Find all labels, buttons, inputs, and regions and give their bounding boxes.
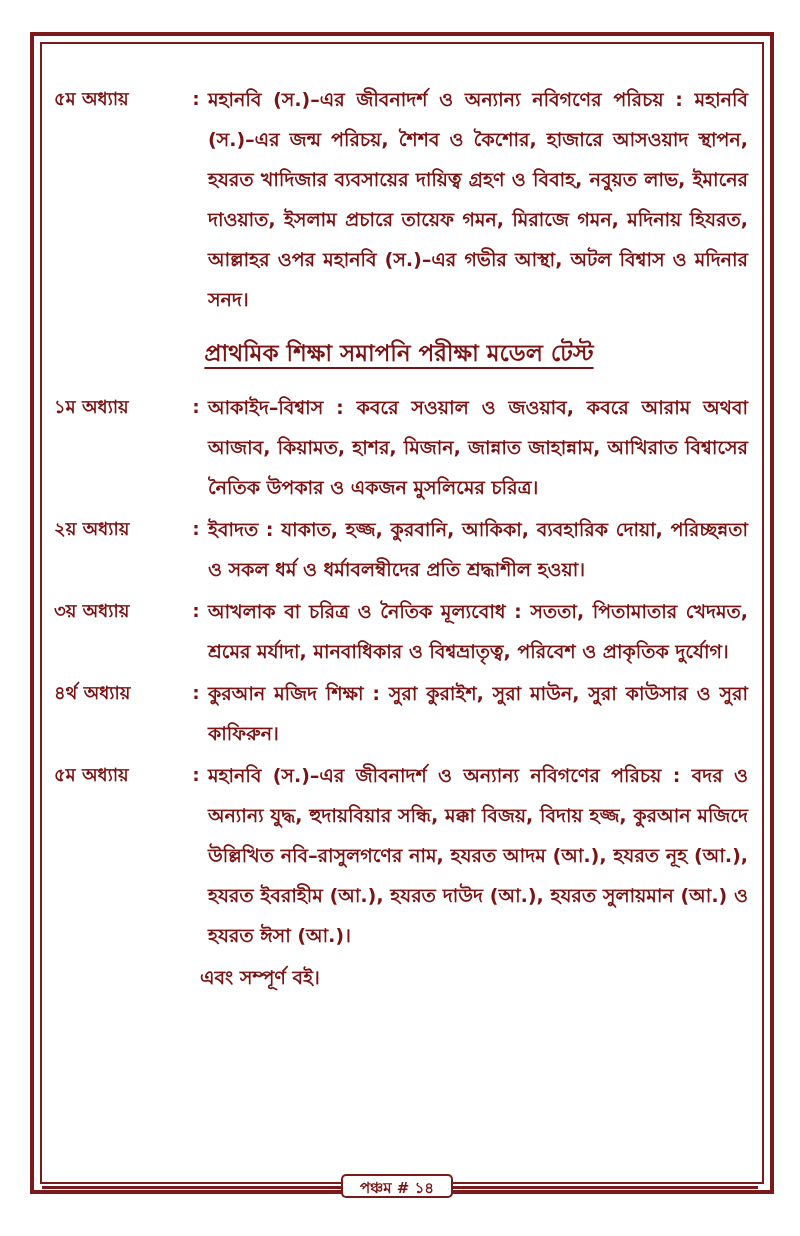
chapter-label: ২য় অধ্যায় bbox=[54, 519, 130, 540]
section-row bbox=[46, 80, 752, 320]
extra-line: এবং সম্পূর্ণ বই। bbox=[200, 967, 320, 989]
chapter-label: ৫ম অধ্যায় bbox=[54, 765, 129, 786]
chapter-text: কুরআন মজিদ শিক্ষা : সুরা কুরাইশ, সুরা মাউন, সুরা কাউসার ও সুরা কাফিরুন। bbox=[208, 683, 748, 745]
section-row bbox=[46, 674, 752, 754]
colon-separator: : bbox=[192, 89, 200, 110]
chapter-text: আকাইদ–বিশ্বাস : কবরে সওয়াল ও জওয়াব, কবরে আরাম অথবা আজাব, কিয়ামত, হাশর, মিজান, জান্নাত জাহান্নাম, আখিরাত বিশ্বাসের নৈতিক উপকার ও একজন মুসলিমের চরিত্র। bbox=[208, 397, 748, 499]
colon-separator: : bbox=[192, 519, 200, 540]
section-row bbox=[46, 510, 752, 590]
section-row bbox=[46, 388, 752, 508]
colon-separator: : bbox=[192, 683, 200, 704]
chapter-text: ইবাদত : যাকাত, হজ্জ, কুরবানি, আকিকা, ব্যবহারিক দোয়া, পরিচ্ছন্নতা ও সকল ধর্ম ও ধর্মাবলম্বীদের প্রতি শ্রদ্ধাশীল হওয়া। bbox=[208, 519, 748, 581]
chapter-text: আখলাক বা চরিত্র ও নৈতিক মূল্যবোধ : সততা, পিতামাতার খেদমত, শ্রমের মর্যাদা, মানবাধিকার ও বিশ্বভ্রাতৃত্ব, পরিবেশ ও প্রাকৃতিক দুর্যোগ। bbox=[208, 601, 748, 663]
section-row bbox=[46, 756, 752, 956]
chapter-label: ৩য় অধ্যায় bbox=[54, 601, 130, 622]
colon-separator: : bbox=[192, 765, 200, 786]
page-content bbox=[46, 80, 752, 998]
colon-separator: : bbox=[192, 397, 200, 418]
page-number-badge: পঞ্চম # ১৪ bbox=[341, 1174, 453, 1198]
chapter-label: ১ম অধ্যায় bbox=[54, 397, 129, 418]
section-heading: প্রাথমিক শিক্ষা সমাপনি পরীক্ষা মডেল টেস্ট bbox=[204, 341, 594, 367]
chapter-text: মহানবি (স.)–এর জীবনাদর্শ ও অন্যান্য নবিগণের পরিচয় : বদর ও অন্যান্য যুদ্ধ, হুদায়বিয়ার সন্ধি, মক্কা বিজয়, বিদায় হজ্জ, কুরআন মজিদে উল্লিখিত নবি–রাসুলগণের নাম, হযরত আদম (আ.), হযরত নূহ (আ.), হযরত ইবরাহীম (আ.), হযরত দাউদ (আ.), হযরত সুলায়মান (আ.) ও হযরত ঈসা (আ.)। bbox=[208, 765, 748, 947]
chapter-label: ৫ম অধ্যায় bbox=[54, 89, 129, 110]
chapter-label: ৪র্থ অধ্যায় bbox=[54, 683, 131, 704]
colon-separator: : bbox=[192, 601, 200, 622]
chapter-text: মহানবি (স.)–এর জীবনাদর্শ ও অন্যান্য নবিগণের পরিচয় : মহানবি (স.)–এর জন্ম পরিচয়, শৈশব ও কৈশোর, হাজারে আসওয়াদ স্থাপন, হযরত খাদিজার ব্যবসায়ের দায়িত্ব গ্রহণ ও বিবাহ, নবুয়ত লাভ, ইমানের দাওয়াত, ইসলাম প্রচারে তায়েফ গমন, মিরাজে গমন, মদিনায় হিযরত, আল্লাহর ওপর মহানবি (স.)–এর গভীর আস্থা, অটল বিশ্বাস ও মদিনার সনদ। bbox=[208, 89, 748, 311]
section-row bbox=[46, 592, 752, 672]
